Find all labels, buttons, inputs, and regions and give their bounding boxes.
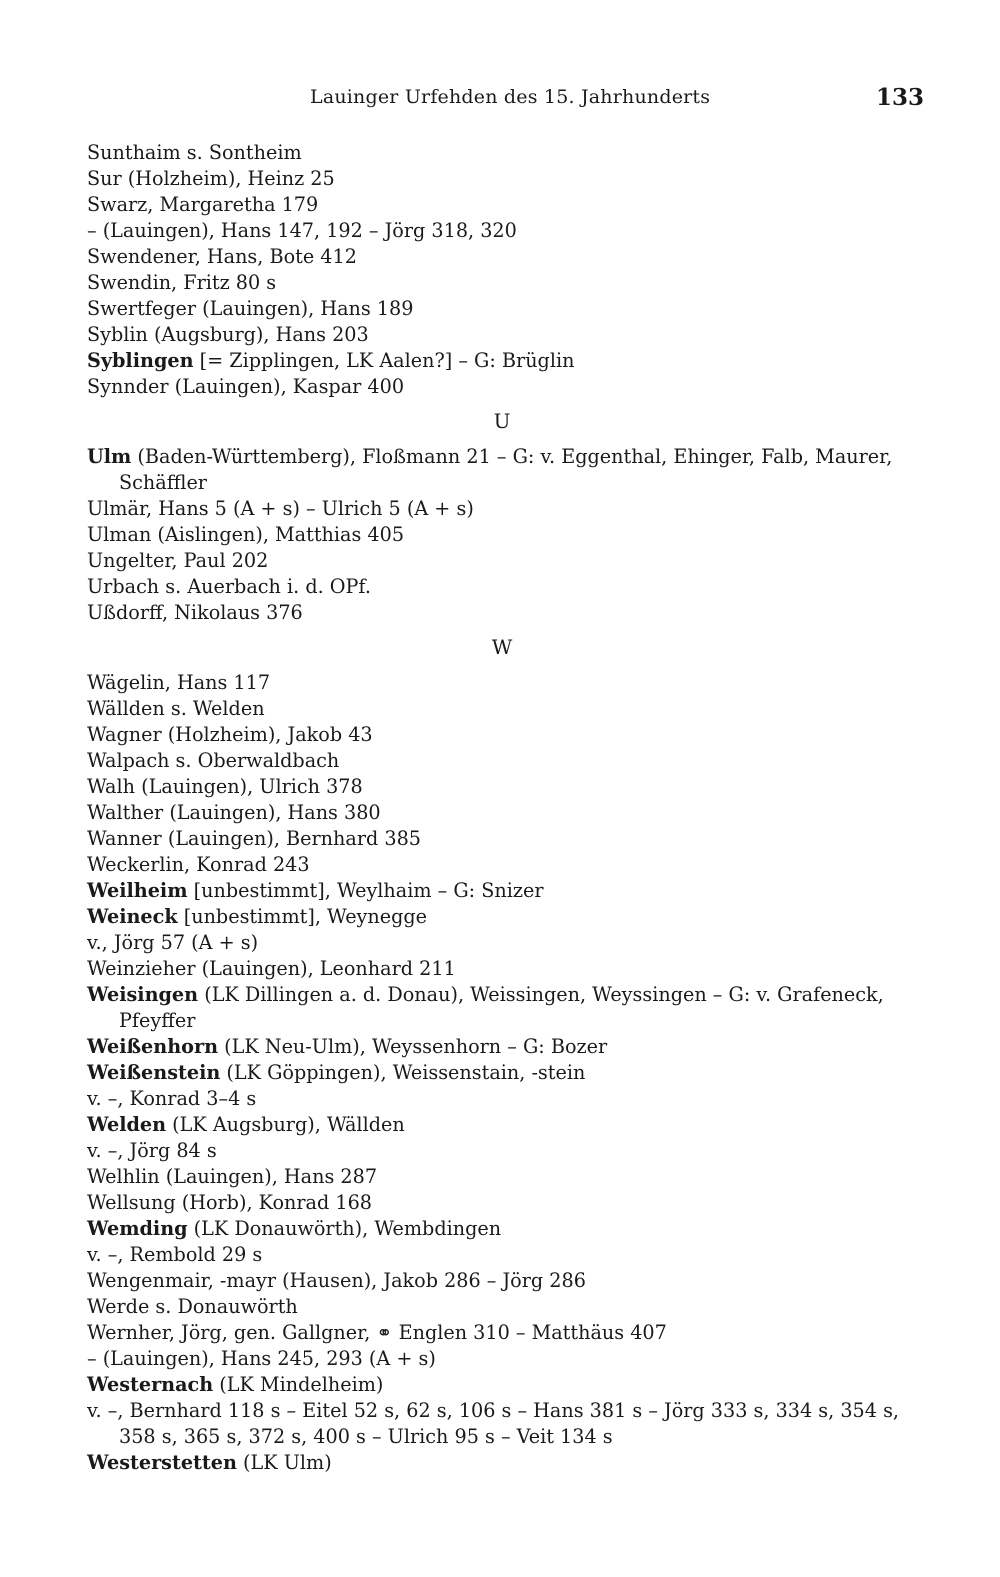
index-entry (87, 1034, 917, 1060)
entry-text: Wällden s. Welden (87, 697, 265, 720)
index-entry (87, 774, 917, 800)
index-entry (87, 1294, 917, 1320)
entry-text: Swarz, Margaretha 179 (87, 193, 319, 216)
entry-continuation: Pfeyffer (119, 1009, 196, 1032)
entry-text: Ulmär, Hans 5 (A + s) – Ulrich 5 (A + s) (87, 497, 474, 520)
entry-text: (LK Ulm) (236, 1451, 332, 1474)
running-title: Lauinger Urfehden des 15. Jahrhunderts (310, 86, 711, 108)
entry-text: [unbestimmt], Weynegge (177, 905, 428, 928)
index-entry (87, 696, 917, 722)
index-entry (87, 1190, 917, 1216)
section-letter-u: U (493, 409, 511, 433)
entry-text: – (Lauingen), Hans 147, 192 – Jörg 318, 320 (87, 219, 517, 242)
entry-text: [= Zipplingen, LK Aalen?] – G: Brüglin (193, 349, 575, 372)
index-group-w (87, 670, 917, 1476)
index-entry (87, 748, 917, 774)
index-entry (87, 270, 917, 296)
entry-text: Walther (Lauingen), Hans 380 (87, 801, 381, 824)
index-entry (87, 826, 917, 852)
index-entry (87, 348, 917, 374)
index-entry (87, 1372, 917, 1398)
entry-text: (LK Dillingen a. d. Donau), Weissingen, Weyssingen – G: v. Grafeneck, (198, 983, 884, 1006)
entry-text: Wanner (Lauingen), Bernhard 385 (87, 827, 421, 850)
entry-text: (Baden-Württemberg), Floßmann 21 – G: v. Eggenthal, Ehinger, Falb, Maurer, (131, 445, 893, 468)
index-entry (87, 852, 917, 878)
entry-text: Wägelin, Hans 117 (87, 671, 271, 694)
index-entry (87, 1086, 917, 1112)
entry-text: v., Jörg 57 (A + s) (87, 931, 259, 954)
running-head (0, 86, 1000, 116)
entry-headword: Syblingen (87, 349, 194, 372)
index-entry (87, 444, 917, 496)
entry-text: v. –, Konrad 3–4 s (87, 1087, 257, 1110)
entry-headword: Westernach (87, 1373, 214, 1396)
index-entry (87, 1164, 917, 1190)
entry-text: Swertfeger (Lauingen), Hans 189 (87, 297, 414, 320)
entry-text: Weinzieher (Lauingen), Leonhard 211 (87, 957, 456, 980)
index-entry (87, 722, 917, 748)
index-entry (87, 1320, 917, 1346)
entry-text: Wellsung (Horb), Konrad 168 (87, 1191, 372, 1214)
index-entry (87, 496, 917, 522)
index-entry (87, 140, 917, 166)
index-entry (87, 600, 917, 626)
index-entry (87, 1138, 917, 1164)
entry-text: Walh (Lauingen), Ulrich 378 (87, 775, 363, 798)
index-entry (87, 878, 917, 904)
entry-text: Synnder (Lauingen), Kaspar 400 (87, 375, 405, 398)
entry-text: Sunthaim s. Sontheim (87, 141, 302, 164)
index-entry (87, 904, 917, 930)
entry-text: (LK Mindelheim) (213, 1373, 384, 1396)
entry-text: Urbach s. Auerbach i. d. OPf. (87, 575, 371, 598)
entry-text: Swendener, Hans, Bote 412 (87, 245, 357, 268)
index-entry (87, 956, 917, 982)
index-entry (87, 244, 917, 270)
entry-text: Weckerlin, Konrad 243 (87, 853, 310, 876)
index-entry (87, 982, 917, 1034)
index-entry (87, 522, 917, 548)
entry-text: Swendin, Fritz 80 s (87, 271, 277, 294)
index-entry (87, 1112, 917, 1138)
index-group-u (87, 444, 917, 626)
entry-headword: Weilheim (87, 879, 188, 902)
index-entry (87, 374, 917, 400)
entry-text: Wagner (Holzheim), Jakob 43 (87, 723, 373, 746)
entry-text: Syblin (Augsburg), Hans 203 (87, 323, 369, 346)
entry-text: Welhlin (Lauingen), Hans 287 (87, 1165, 378, 1188)
entry-text: Ungelter, Paul 202 (87, 549, 269, 572)
entry-text: (LK Göppingen), Weissenstain, -stein (220, 1061, 586, 1084)
entry-headword: Ulm (87, 445, 132, 468)
entry-headword: Weisingen (87, 983, 199, 1006)
index-entry (87, 322, 917, 348)
entry-headword: Wemding (87, 1217, 188, 1240)
index-entry (87, 800, 917, 826)
index-entry (87, 1268, 917, 1294)
entry-text: [unbestimmt], Weylhaim – G: Snizer (187, 879, 544, 902)
entry-text: (LK Donauwörth), Wembdingen (187, 1217, 502, 1240)
entry-headword: Westerstetten (87, 1451, 237, 1474)
index-entry (87, 1216, 917, 1242)
entry-continuation: Schäffler (119, 471, 207, 494)
entry-text: Wengenmair, -mayr (Hausen), Jakob 286 – Jörg 286 (87, 1269, 586, 1292)
index-entry (87, 296, 917, 322)
index-entry (87, 930, 917, 956)
index-entry (87, 574, 917, 600)
index-entry (87, 1450, 917, 1476)
entry-headword: Weineck (87, 905, 178, 928)
entry-headword: Welden (87, 1113, 167, 1136)
entry-headword: Weißenstein (87, 1061, 221, 1084)
index-group-s (87, 140, 917, 400)
index-entry (87, 218, 917, 244)
index-entry (87, 1060, 917, 1086)
index-entry (87, 1346, 917, 1372)
entry-text: Wernher, Jörg, gen. Gallgner, ⚭ Englen 310 – Matthäus 407 (87, 1321, 667, 1344)
page-number: 133 (876, 84, 925, 111)
index-entry (87, 192, 917, 218)
index-entry (87, 548, 917, 574)
index-entry (87, 670, 917, 696)
entry-text: Walpach s. Oberwaldbach (87, 749, 340, 772)
index-entry (87, 1242, 917, 1268)
section-letter-w: W (491, 635, 513, 659)
entry-text: Sur (Holzheim), Heinz 25 (87, 167, 335, 190)
entry-text: v. –, Rembold 29 s (87, 1243, 263, 1266)
entry-text: v. –, Bernhard 118 s – Eitel 52 s, 62 s, 106 s – Hans 381 s – Jörg 333 s, 334 s, 354 s, (87, 1399, 900, 1422)
index-entry (87, 1398, 917, 1450)
entry-text: – (Lauingen), Hans 245, 293 (A + s) (87, 1347, 436, 1370)
entry-continuation: 358 s, 365 s, 372 s, 400 s – Ulrich 95 s – Veit 134 s (119, 1425, 613, 1448)
entry-text: (LK Augsburg), Wällden (166, 1113, 405, 1136)
index-list (87, 140, 917, 1476)
index-entry (87, 166, 917, 192)
entry-text: (LK Neu-Ulm), Weyssenhorn – G: Bozer (218, 1035, 608, 1058)
entry-text: v. –, Jörg 84 s (87, 1139, 217, 1162)
entry-text: Ulman (Aislingen), Matthias 405 (87, 523, 405, 546)
entry-headword: Weißenhorn (87, 1035, 219, 1058)
entry-text: Werde s. Donauwörth (87, 1295, 298, 1318)
entry-text: Ußdorff, Nikolaus 376 (87, 601, 303, 624)
